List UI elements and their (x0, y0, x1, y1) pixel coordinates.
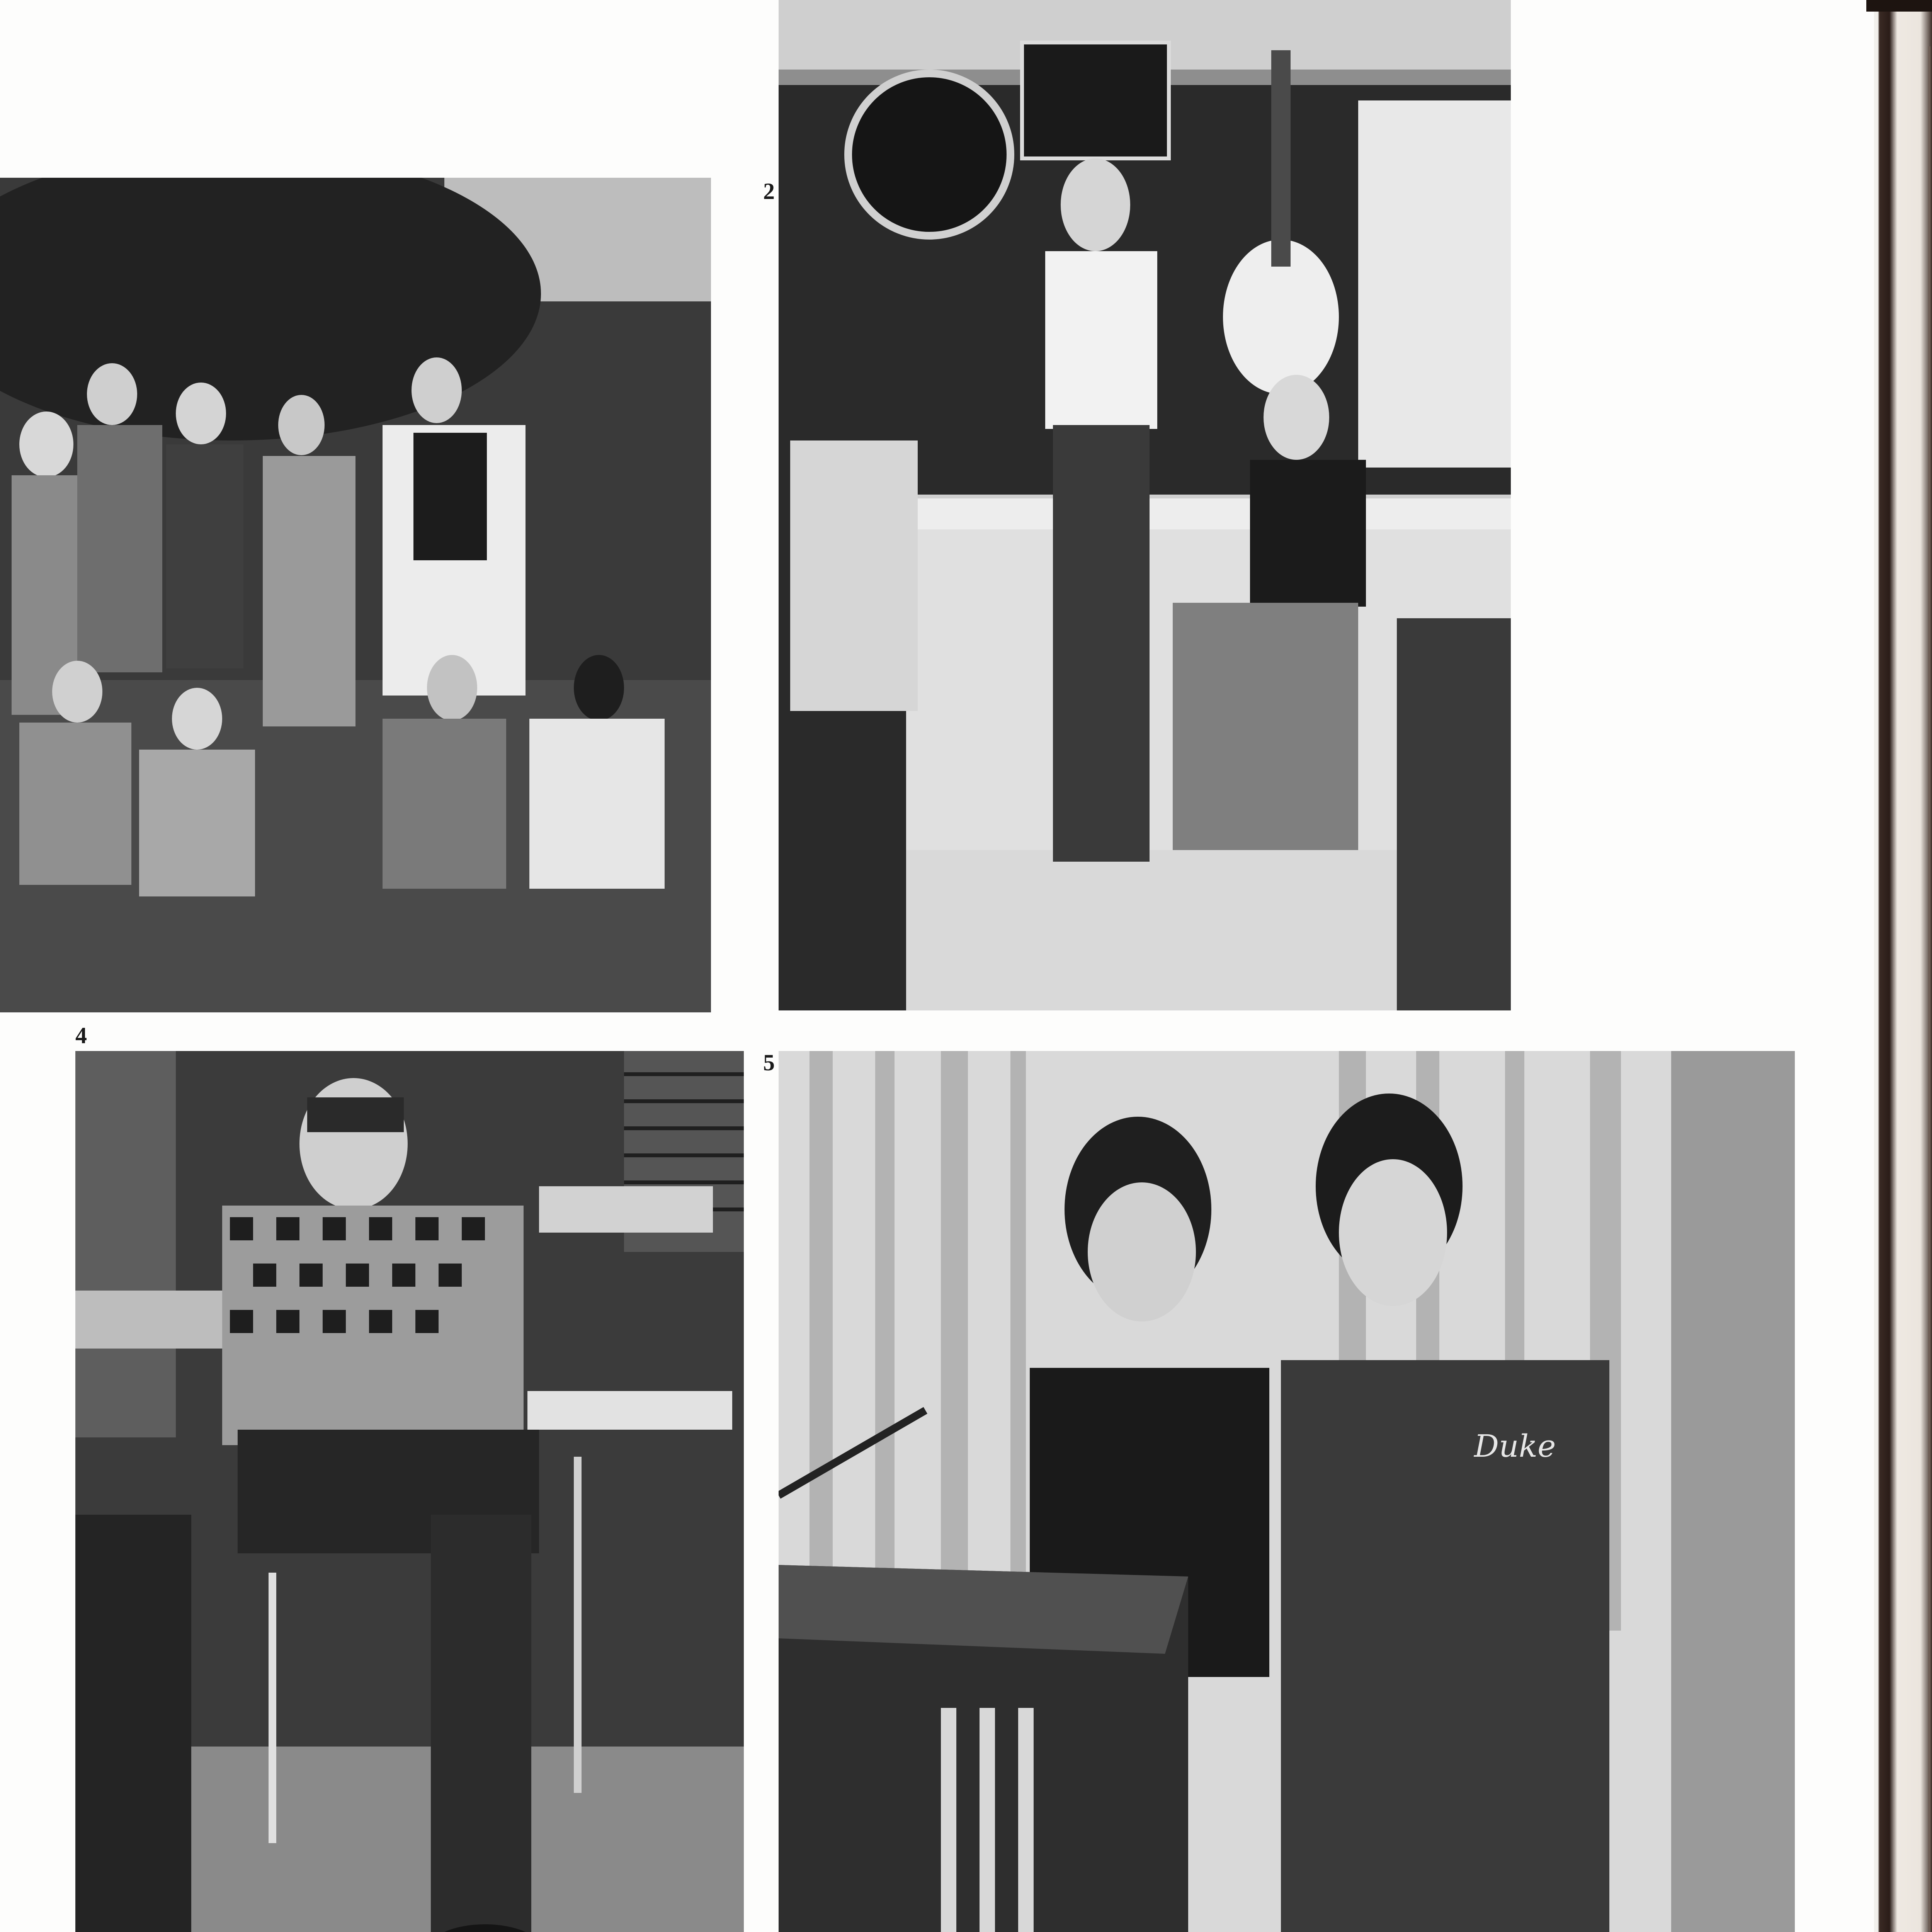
photo-club-president-classroom (779, 0, 1511, 1010)
photo-number-2: 2 (763, 179, 775, 204)
photo-senior-council-members (779, 1051, 1795, 1932)
photo-number-5: 5 (763, 1050, 775, 1075)
group-photo-outdoors (0, 178, 711, 1012)
photo-number-4: 4 (75, 1023, 87, 1048)
binding-page-edges (1928, 46, 1932, 1932)
shirt-text: Duke (1474, 1428, 1556, 1464)
binding-top-edge (1866, 0, 1932, 12)
photo-creative-writing-club (75, 1051, 744, 1932)
book-binding-edge (1874, 0, 1932, 1932)
